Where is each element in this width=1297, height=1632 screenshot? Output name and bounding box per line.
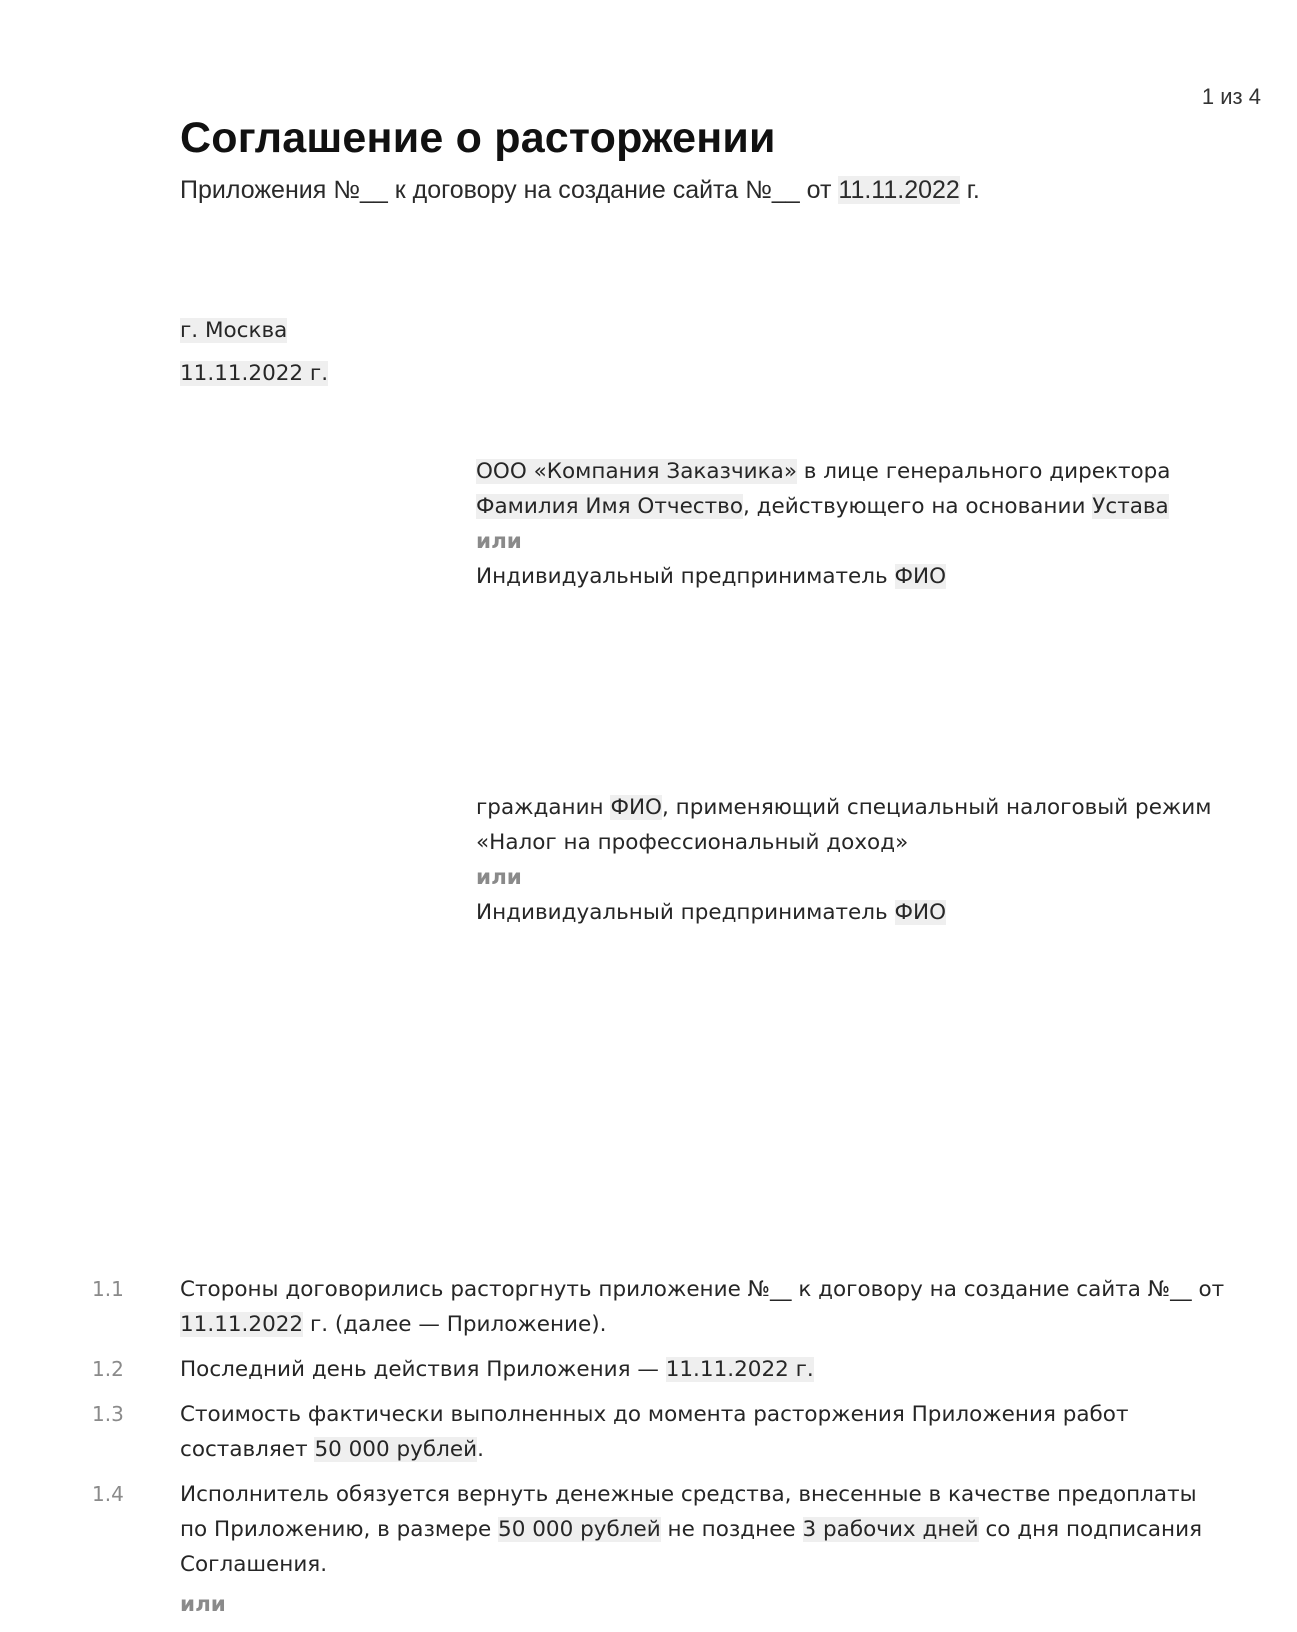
party-contractor-ip-line — [476, 895, 1256, 930]
basis-field[interactable]: Устава — [1092, 494, 1169, 519]
document-subtitle — [180, 176, 980, 205]
clause-number: 1.2 — [92, 1357, 124, 1381]
clause-amount-field[interactable]: 50 000 рублей — [498, 1517, 661, 1542]
clause-text: г. (далее — Приложение). — [303, 1312, 607, 1337]
clause-amount-field[interactable]: 50 000 рублей — [314, 1437, 478, 1462]
clause-text: не позднее — [660, 1517, 803, 1542]
citizen-prefix: гражданин — [476, 795, 611, 820]
ip-name-field[interactable]: ФИО — [894, 900, 947, 925]
party-customer-company-line — [476, 454, 1256, 524]
clause-text: Стоимость фактически выполненных до момента расторжения Приложения работ составляет — [180, 1402, 1129, 1462]
party-contractor — [476, 790, 1256, 930]
clause-number: 1.3 — [92, 1402, 124, 1426]
clause-date-field[interactable]: 11.11.2022 — [180, 1312, 304, 1337]
clause-1-3 — [0, 1397, 1297, 1467]
acting-on-text: , действующего на основании — [742, 494, 1093, 519]
clause-text: Последний день действия Приложения — — [180, 1357, 666, 1382]
clause-text: Исполнитель обязуется вернуть денежные средства, внесенные в качестве предоплаты по Приложению, в размере — [180, 1482, 1197, 1542]
clause-term-field[interactable]: 3 рабочих дней — [802, 1517, 979, 1542]
clause-1-2 — [0, 1352, 1297, 1387]
document-title: Соглашение о расторжении — [180, 114, 776, 162]
clause-text: Стороны договорились расторгнуть приложение №__ к договору на создание сайта №__ от — [180, 1277, 1225, 1302]
ip-prefix: Индивидуальный предприниматель — [476, 564, 895, 589]
party-customer-ip-line — [476, 559, 1256, 594]
clause-number: 1.4 — [92, 1482, 124, 1506]
ip-name-field[interactable]: ФИО — [894, 564, 947, 589]
page-counter: 1 из 4 — [1201, 84, 1261, 109]
director-name-field[interactable]: Фамилия Имя Отчество — [476, 494, 743, 519]
clauses-list — [0, 1272, 1297, 1617]
clause-text: со дня подписания Соглашения. — [180, 1517, 1203, 1577]
or-separator: или — [476, 529, 522, 554]
company-name-field[interactable]: ООО «Компания Заказчика» — [476, 459, 797, 484]
subtitle-date-field[interactable]: 11.11.2022 — [838, 176, 960, 204]
citizen-text: , применяющий специальный налоговый режим «Налог на профессиональный доход» — [476, 795, 1212, 855]
in-person-of-text: в лице генерального директора — [796, 459, 1171, 484]
clause-1-4 — [0, 1477, 1297, 1582]
clause-date-field[interactable]: 11.11.2022 г. — [665, 1357, 814, 1382]
clause-1-1 — [0, 1272, 1297, 1342]
subtitle-text: Приложения №__ к договору на создание сайта №__ от — [180, 176, 839, 204]
ip-prefix: Индивидуальный предприниматель — [476, 900, 895, 925]
or-separator: или — [476, 865, 522, 890]
clause-number: 1.1 — [92, 1277, 124, 1301]
clause-text: . — [477, 1437, 484, 1462]
clause-or-separator: или — [180, 1592, 226, 1617]
city-field[interactable]: г. Москва — [180, 318, 288, 343]
party-contractor-citizen-line — [476, 790, 1256, 860]
citizen-name-field[interactable]: ФИО — [610, 795, 662, 820]
party-customer — [476, 454, 1256, 594]
subtitle-suffix: г. — [959, 176, 980, 204]
date-field[interactable]: 11.11.2022 г. — [180, 361, 329, 386]
